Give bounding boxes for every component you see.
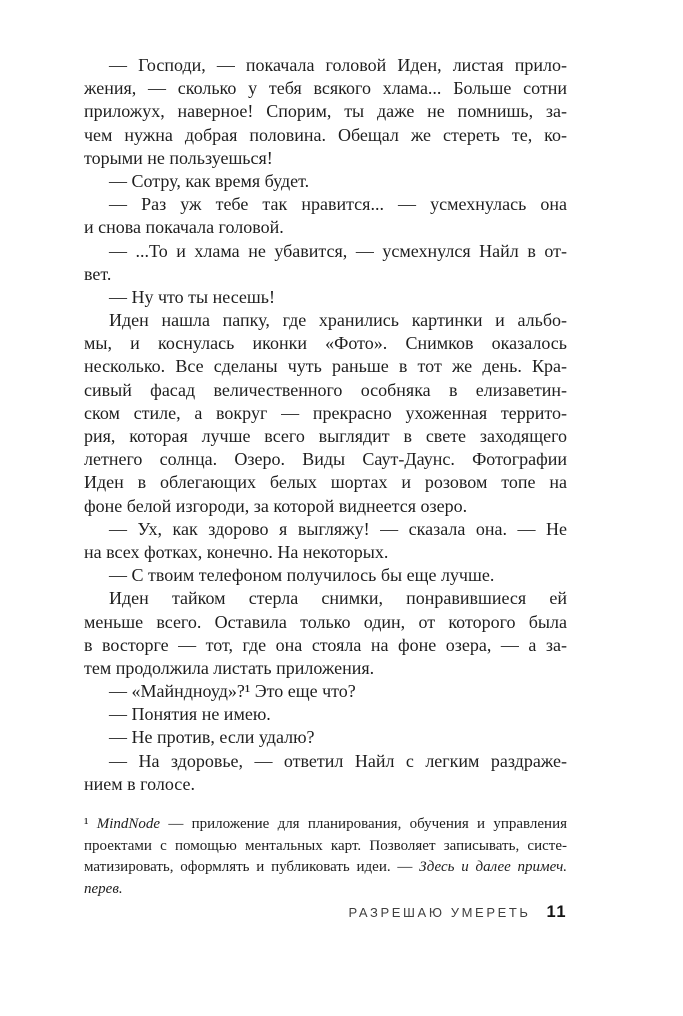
footnote-line xyxy=(84,814,567,836)
text-segment: ском стиле, а вокруг — прекрасно ухоженная террито- xyxy=(84,402,567,423)
paragraph xyxy=(84,54,567,170)
text-line xyxy=(84,379,567,402)
text-line xyxy=(84,100,567,123)
text-segment: на всех фотках, конечно. На некоторых. xyxy=(84,541,389,562)
text-line xyxy=(84,193,567,216)
text-segment: приложух, наверное! Спорим, ты даже не помнишь, за- xyxy=(84,101,567,122)
text-segment: — «Майндноуд»?¹ Это еще что? xyxy=(109,681,356,702)
text-segment: — Раз уж тебе так нравится... — усмехнулась она xyxy=(109,194,567,215)
text-segment: несколько. Все сделаны чуть раньше в тот же день. Кра- xyxy=(84,356,567,377)
paragraph xyxy=(84,726,567,749)
paragraph xyxy=(84,240,567,286)
page-number: 11 xyxy=(546,903,567,921)
paragraph xyxy=(84,564,567,587)
text-segment: Иден тайком стерла снимки, понравившиеся ей xyxy=(109,588,567,609)
paragraph xyxy=(84,587,567,680)
text-segment: ¹ xyxy=(84,816,97,832)
text-line xyxy=(84,147,567,170)
text-segment: Иден нашла папку, где хранились картинки и альбо- xyxy=(109,310,567,331)
text-line xyxy=(84,402,567,425)
running-title: РАЗРЕШАЮ УМЕРЕТЬ xyxy=(348,905,531,920)
text-segment: в восторге — тот, где она стояла на фоне озера, — а за- xyxy=(84,634,567,655)
paragraph xyxy=(84,309,567,518)
text-segment: — приложение для планирования, обучения и управления xyxy=(160,816,567,832)
paragraph xyxy=(84,703,567,726)
text-line xyxy=(84,587,567,610)
text-line xyxy=(84,355,567,378)
text-line xyxy=(84,726,567,749)
text-line xyxy=(84,564,567,587)
page-footer xyxy=(84,903,567,922)
text-line xyxy=(84,240,567,263)
text-segment: вет. xyxy=(84,263,112,284)
text-segment: чем нужна добрая половина. Обещал же стереть те, ко- xyxy=(84,124,567,145)
text-line xyxy=(84,703,567,726)
text-line xyxy=(84,54,567,77)
text-line xyxy=(84,309,567,332)
text-segment: меньше всего. Оставила только один, от которого была xyxy=(84,611,567,632)
page-text xyxy=(84,54,567,796)
text-line xyxy=(84,286,567,309)
text-segment: — Не против, если удалю? xyxy=(109,727,315,748)
paragraph xyxy=(84,750,567,796)
text-line xyxy=(84,657,567,680)
text-segment: нием в голосе. xyxy=(84,773,195,794)
text-segment: матизировать, оформлять и публиковать идеи. — xyxy=(84,859,420,876)
text-line xyxy=(84,541,567,564)
text-segment: рия, которая лучше всего выглядит в свете заходящего xyxy=(84,426,567,446)
text-line xyxy=(84,750,567,773)
text-line xyxy=(84,448,567,471)
text-line xyxy=(84,263,567,286)
text-segment: — С твоим телефоном получилось бы еще лучше. xyxy=(109,565,495,586)
text-segment: фоне белой изгороди, за которой виднеется озеро. xyxy=(84,495,468,516)
italic-text-segment: MindNode xyxy=(96,816,161,832)
footnote xyxy=(84,814,567,901)
text-line xyxy=(84,332,567,355)
text-line xyxy=(84,471,567,494)
text-segment: жения, — сколько у тебя всякого хлама... Больше сотни xyxy=(84,78,567,99)
text-segment: — Сотру, как время будет. xyxy=(109,170,310,191)
text-segment: — На здоровье, — ответил Найл с легким раздраже- xyxy=(109,750,567,771)
text-line xyxy=(84,170,567,193)
text-line xyxy=(84,634,567,657)
text-line xyxy=(84,77,567,100)
text-line xyxy=(84,216,567,239)
text-segment: — Ну что ты несешь! xyxy=(109,286,275,307)
text-line xyxy=(84,680,567,703)
italic-text-segment: Здесь и далее примеч. xyxy=(419,859,567,876)
paragraph xyxy=(84,193,567,239)
text-line xyxy=(84,124,567,147)
text-segment: мы, и коснулась иконки «Фото». Снимков оказалось xyxy=(84,333,567,354)
text-segment: — Господи, — покачала головой Иден, листая прило- xyxy=(109,55,567,75)
paragraph xyxy=(84,518,567,564)
text-segment: тем продолжила листать приложения. xyxy=(84,657,375,678)
text-segment: — Ух, как здорово я выгляжу! — сказала она. — Не xyxy=(109,518,567,539)
text-line xyxy=(84,518,567,541)
paragraph xyxy=(84,170,567,193)
paragraph xyxy=(84,680,567,703)
footnote-line xyxy=(84,836,567,858)
text-line xyxy=(84,773,567,796)
paragraph xyxy=(84,286,567,309)
footnote-line xyxy=(84,857,567,879)
text-segment: — ...То и хлама не убавится, — усмехнулся Найл в от- xyxy=(109,240,567,261)
text-segment: сивый фасад величественного особняка в елизаветин- xyxy=(84,379,567,400)
text-segment: и снова покачала головой. xyxy=(84,217,284,238)
footnote-line xyxy=(84,879,567,901)
text-line xyxy=(84,611,567,634)
text-segment: летнего солнца. Озеро. Виды Саут-Даунс. Фотографии xyxy=(84,449,567,470)
text-segment: — Понятия не имею. xyxy=(109,704,271,725)
text-segment: Иден в облегающих белых шортах и розовом топе на xyxy=(84,472,567,493)
italic-text-segment: перев. xyxy=(84,881,123,898)
text-segment: торыми не пользуешься! xyxy=(84,147,273,168)
text-segment: проектами с помощью ментальных карт. Позволяет записывать, систе- xyxy=(84,837,567,854)
text-line xyxy=(84,425,567,448)
text-line xyxy=(84,495,567,518)
